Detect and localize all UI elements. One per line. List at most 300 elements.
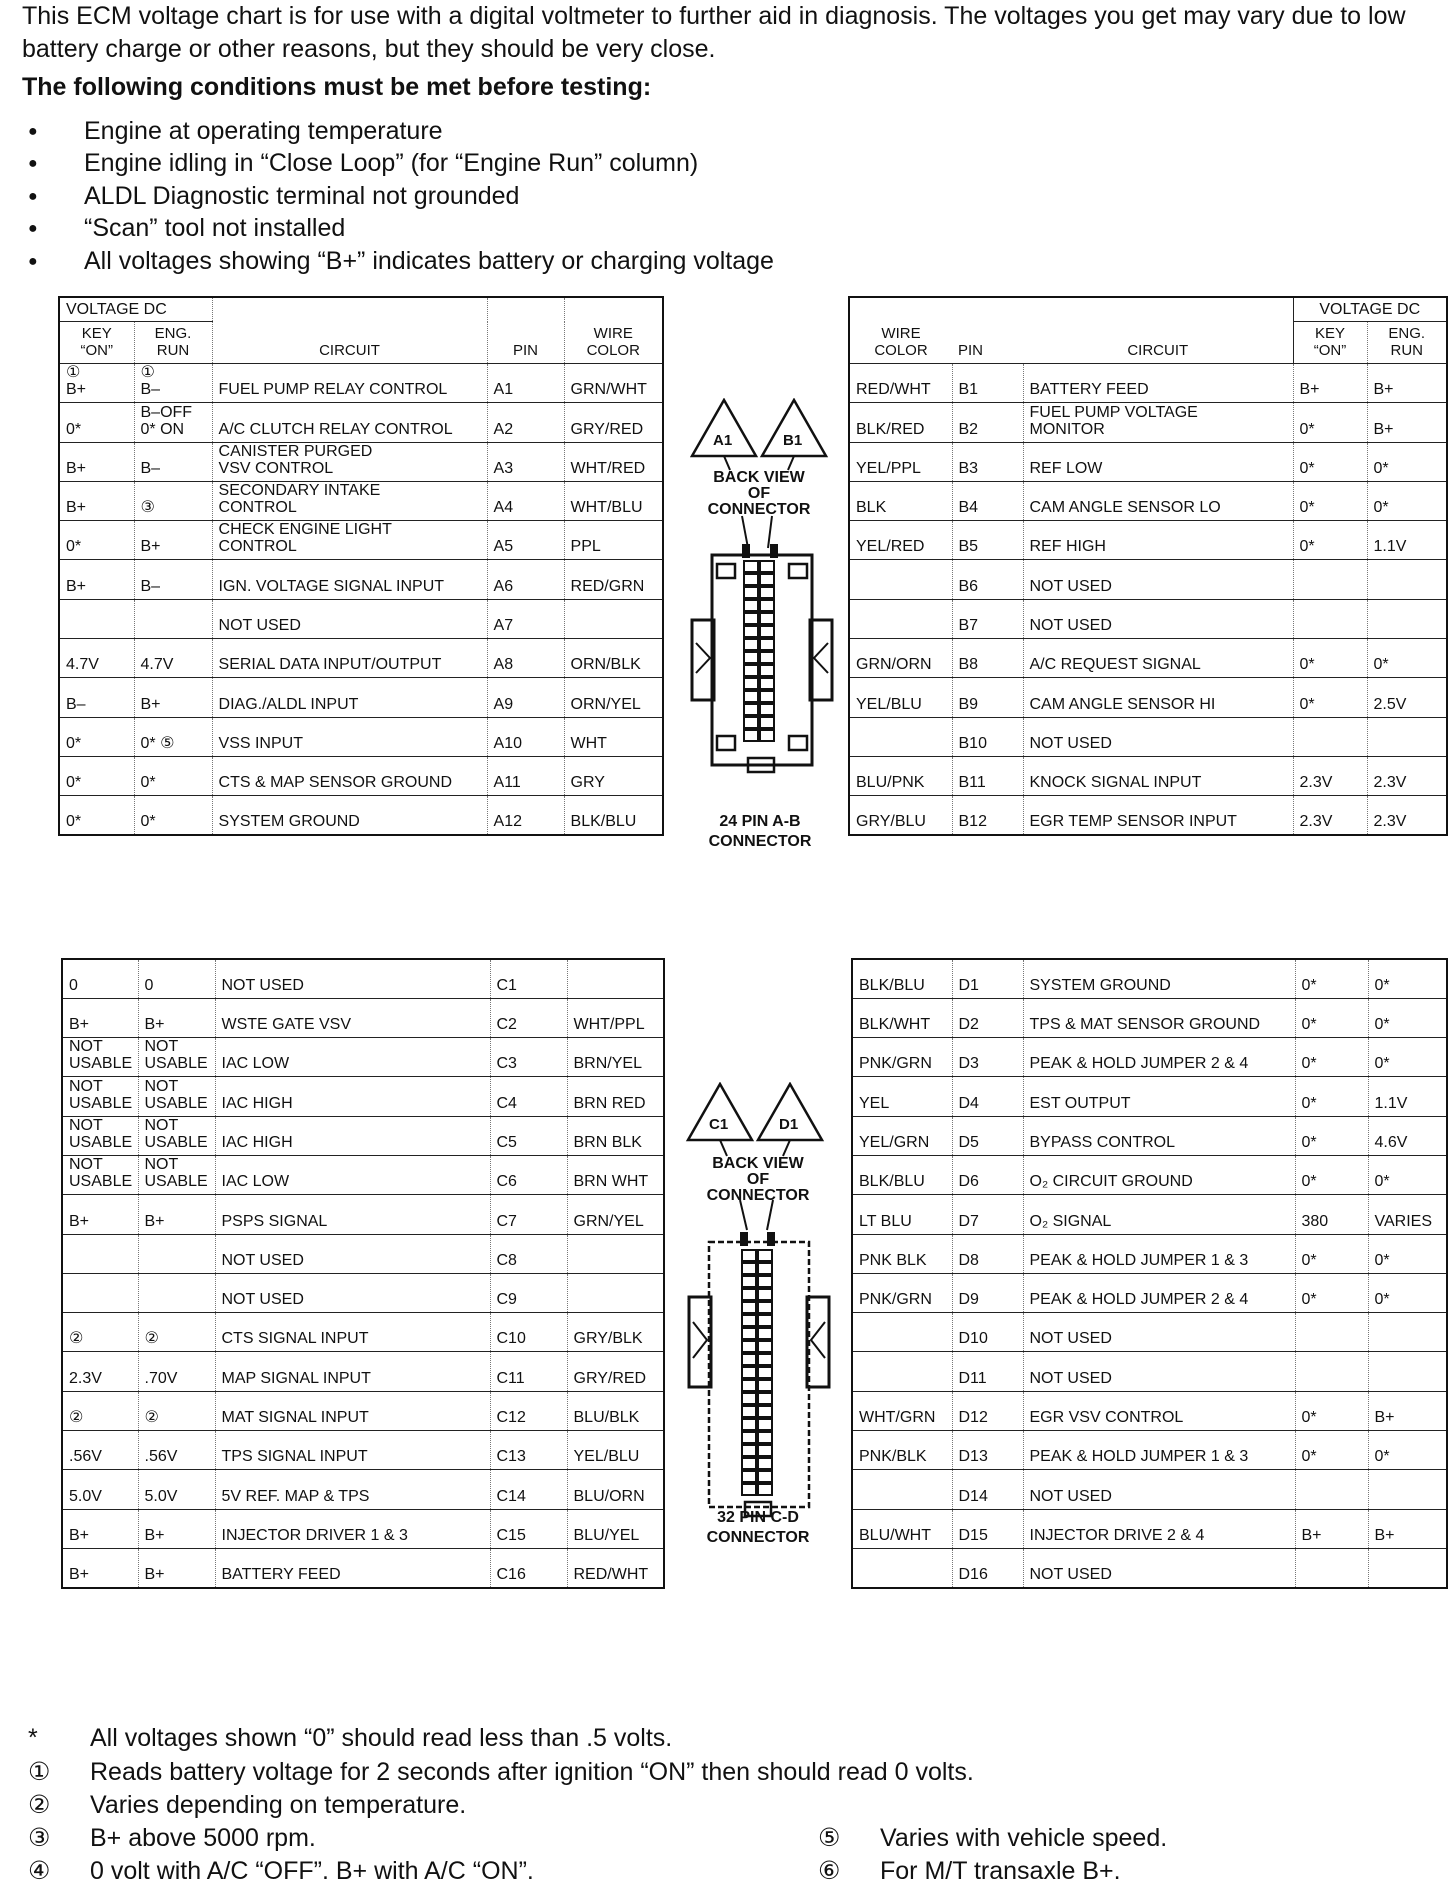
table-row [62,998,664,1037]
cell-run: 0* [1367,639,1447,678]
cell-wire: BRN RED [567,1077,664,1116]
cell-key: B+ [62,1548,138,1587]
cell-key: ① B+ [59,364,134,403]
cell-circuit: PEAK & HOLD JUMPER 2 & 4 [1023,1273,1295,1312]
table-row [59,678,663,717]
cell-wire: WHT/BLU [564,481,663,520]
footnote-text: B+ above 5000 rpm. [90,1824,316,1852]
circuit-header: CIRCUIT [212,297,487,364]
conditions-list [28,115,774,277]
connector-pin [758,1445,772,1456]
cell-pin: D12 [952,1391,1023,1430]
cell-wire: GRY/BLU [849,796,952,835]
table-row [852,998,1447,1037]
footnote-symbol: * [28,1724,38,1752]
cell-run: NOT USABLE [138,1038,215,1077]
connector-cd-title: 32 PIN C-D CONNECTOR [706,1509,810,1546]
wire-color-header: WIRE COLOR [564,297,663,364]
connector-pin [742,1471,756,1482]
cell-circuit: TPS SIGNAL INPUT [215,1431,490,1470]
table-row [849,481,1447,520]
cell-wire: ORN/BLK [564,639,663,678]
table-row [59,481,663,520]
table-row [849,717,1447,756]
connector-pin [744,691,758,702]
cell-wire [852,1313,952,1352]
cell-run: 4.6V [1368,1116,1447,1155]
cell-pin: B9 [952,678,1023,717]
cell-pin: D3 [952,1038,1023,1077]
cell-circuit: PEAK & HOLD JUMPER 1 & 3 [1023,1431,1295,1470]
cell-key: 0* [1295,1038,1368,1077]
cell-key: NOT USABLE [62,1116,138,1155]
table-row [852,1077,1447,1116]
table-row [59,796,663,835]
cell-wire [849,560,952,599]
table-row [849,678,1447,717]
cell-pin: D15 [952,1509,1023,1548]
table-a-body [59,364,663,836]
cell-run: 0* [1368,1431,1447,1470]
connector-c1-label: C1 [709,1116,729,1133]
connector-cd-diagram [685,1082,845,1522]
cell-key: 0 [62,959,138,998]
cell-run: 0* [1368,1273,1447,1312]
connector-pin [760,561,774,572]
table-row [62,1470,664,1509]
footnote [18,1757,974,1787]
cell-circuit: SYSTEM GROUND [212,796,487,835]
connector-pin [758,1328,772,1339]
cell-run: B+ [138,1548,215,1587]
cell-key: 0* [1295,1234,1368,1273]
cell-wire [564,599,663,638]
connector-pin [744,561,758,572]
connector-d1-label: D1 [779,1116,799,1133]
table-row [852,1391,1447,1430]
connector-pin [760,730,774,741]
cell-circuit: A/C REQUEST SIGNAL [1023,639,1293,678]
cell-wire: PNK/GRN [852,1273,952,1312]
table-row [59,560,663,599]
cell-circuit: MAP SIGNAL INPUT [215,1352,490,1391]
cell-pin: B2 [952,403,1023,442]
cell-key: B– [59,678,134,717]
table-d-pins [851,958,1448,1589]
cell-run: B–OFF 0* ON [134,403,212,442]
cell-wire: BLU/BLK [567,1391,664,1430]
cell-key: 0* [1293,481,1367,520]
cell-circuit: IAC LOW [215,1155,490,1194]
footnote-symbol: ⑤ [818,1824,841,1852]
cell-circuit: O₂ CIRCUIT GROUND [1023,1155,1295,1194]
connector-pin [744,639,758,650]
table-row [852,1313,1447,1352]
cell-run: 0* [1368,1155,1447,1194]
connector-pin [744,652,758,663]
cell-pin: D7 [952,1195,1023,1234]
cell-circuit: NOT USED [215,1234,490,1273]
cell-run: B+ [1367,403,1447,442]
connector-pin [742,1406,756,1417]
cell-pin: C2 [490,998,567,1037]
cell-run: NOT USABLE [138,1077,215,1116]
cell-wire: YEL/BLU [567,1431,664,1470]
cell-pin: C3 [490,1038,567,1077]
connector-pin [742,1458,756,1469]
cell-pin: D11 [952,1352,1023,1391]
cell-run: B+ [1367,364,1447,403]
connector-ab-diagram [690,398,840,818]
cell-pin: A11 [487,756,564,795]
condition-item: ● ALDL Diagnostic terminal not grounded [28,180,774,212]
cell-circuit: REF LOW [1023,442,1293,481]
cell-wire: BLU/WHT [852,1509,952,1548]
cell-pin: A1 [487,364,564,403]
table-b-pins [848,296,1448,836]
cell-wire: RED/WHT [849,364,952,403]
connector-pin [744,665,758,676]
table-row [852,1273,1447,1312]
cell-wire: BRN BLK [567,1116,664,1155]
connector-pin [758,1289,772,1300]
cell-pin: A3 [487,442,564,481]
condition-item: ● “Scan” tool not installed [28,212,774,244]
cell-run: 2.3V [1367,756,1447,795]
cell-circuit: INJECTOR DRIVER 1 & 3 [215,1509,490,1548]
connector-pin [742,1289,756,1300]
cell-pin: C1 [490,959,567,998]
cell-key: NOT USABLE [62,1077,138,1116]
connector-pin [758,1458,772,1469]
key-on-header: KEY “ON” [1293,322,1367,364]
cell-key: 0* [1295,959,1368,998]
cell-wire: PNK/GRN [852,1038,952,1077]
cell-run: B+ [138,1195,215,1234]
cell-run: NOT USABLE [138,1155,215,1194]
table-row [59,521,663,560]
cell-run: 0* [1368,1234,1447,1273]
cell-run: B+ [1368,1391,1447,1430]
cell-pin: B3 [952,442,1023,481]
cell-wire: BLK/BLU [852,959,952,998]
cell-circuit: NOT USED [1023,560,1293,599]
connector-ab-drawing [690,398,840,818]
connector-pin [742,1302,756,1313]
connector-pin [758,1367,772,1378]
connector-pin [744,717,758,728]
cell-key: 0* [1293,403,1367,442]
cell-circuit: NOT USED [215,1273,490,1312]
cell-wire: GRN/YEL [567,1195,664,1234]
cell-wire: LT BLU [852,1195,952,1234]
footnote [18,1790,466,1820]
footnote [808,1823,1167,1853]
table-row [62,1273,664,1312]
connector-pin [742,1276,756,1287]
cell-key [59,599,134,638]
connector-pin [760,587,774,598]
table-row [62,1234,664,1273]
cell-key: 0* [59,756,134,795]
cell-pin: D10 [952,1313,1023,1352]
table-row [849,521,1447,560]
cell-pin: D13 [952,1431,1023,1470]
cell-key [1295,1548,1368,1587]
cell-wire: WHT [564,717,663,756]
cell-wire: RED/GRN [564,560,663,599]
footnote [18,1724,672,1753]
cell-wire: RED/WHT [567,1548,664,1587]
cell-circuit: IAC HIGH [215,1077,490,1116]
cell-circuit: 5V REF. MAP & TPS [215,1470,490,1509]
cell-key: 0* [1295,1431,1368,1470]
table-a-pins [58,296,664,836]
table-row [852,959,1447,998]
cell-pin: D4 [952,1077,1023,1116]
connector-pin [758,1380,772,1391]
cell-pin: C13 [490,1431,567,1470]
cell-run: B– [134,560,212,599]
cell-circuit: NOT USED [1023,1313,1295,1352]
footnote-symbol: ④ [28,1857,51,1885]
table-row [849,442,1447,481]
connector-pin [742,1419,756,1430]
cell-pin: B10 [952,717,1023,756]
connector-pin [742,1354,756,1365]
table-row [852,1116,1447,1155]
connector-ab-title: 24 PIN A-B CONNECTOR [708,813,812,850]
connector-pin [758,1432,772,1443]
cell-run [1368,1313,1447,1352]
cell-key: 2.3V [62,1352,138,1391]
cell-wire: PNK BLK [852,1234,952,1273]
cell-run [1367,560,1447,599]
cell-circuit: SERIAL DATA INPUT/OUTPUT [212,639,487,678]
cell-circuit: NOT USED [1023,717,1293,756]
cell-wire: BLK/RED [849,403,952,442]
table-row [59,756,663,795]
cell-run: 5.0V [138,1470,215,1509]
cell-pin: C10 [490,1313,567,1352]
cell-circuit: NOT USED [1023,1548,1295,1587]
footnote-symbol: ① [28,1758,51,1786]
eng-run-header: ENG. RUN [134,322,212,364]
cell-circuit: A/C CLUTCH RELAY CONTROL [212,403,487,442]
table-row [59,717,663,756]
cell-run: 0* [1368,959,1447,998]
cell-key: B+ [59,481,134,520]
connector-pin [744,730,758,741]
connector-pin [744,626,758,637]
cell-pin: A6 [487,560,564,599]
cell-key: .56V [62,1431,138,1470]
cell-run: ① B– [134,364,212,403]
cell-wire: YEL/GRN [852,1116,952,1155]
cell-wire: GRY/RED [564,403,663,442]
table-b-body [849,364,1447,836]
cell-run: 4.7V [134,639,212,678]
table-row [852,1509,1447,1548]
connector-pin [742,1341,756,1352]
connector-pin [758,1263,772,1274]
cell-key [62,1234,138,1273]
connector-pin [758,1341,772,1352]
cell-pin: A5 [487,521,564,560]
table-row [62,1313,664,1352]
cell-circuit: FUEL PUMP RELAY CONTROL [212,364,487,403]
cell-key: 0* [1293,639,1367,678]
connector-pin [744,600,758,611]
cell-run [134,599,212,638]
cell-wire: YEL/PPL [849,442,952,481]
cell-pin: D9 [952,1273,1023,1312]
table-c-pins [61,958,665,1589]
connector-pin [760,639,774,650]
connector-cd-drawing [685,1082,845,1522]
cell-wire: WHT/PPL [567,998,664,1037]
table-row [62,1077,664,1116]
connector-pin [742,1367,756,1378]
cell-pin: A12 [487,796,564,835]
cell-run: 0* [1367,481,1447,520]
cell-pin: B1 [952,364,1023,403]
cell-circuit: CHECK ENGINE LIGHT CONTROL [212,521,487,560]
table-row [59,364,663,403]
footnote-text: For M/T transaxle B+. [880,1857,1121,1885]
cell-circuit: VSS INPUT [212,717,487,756]
connector-pin [744,587,758,598]
cell-key: B+ [59,560,134,599]
connector-pin [744,704,758,715]
cell-circuit: INJECTOR DRIVE 2 & 4 [1023,1509,1295,1548]
cell-circuit: PEAK & HOLD JUMPER 2 & 4 [1023,1038,1295,1077]
cell-pin: B7 [952,599,1023,638]
cell-run: 1.1V [1368,1077,1447,1116]
key-on-header: KEY “ON” [80,325,113,359]
table-row [852,1038,1447,1077]
cell-circuit: MAT SIGNAL INPUT [215,1391,490,1430]
cell-pin: B8 [952,639,1023,678]
cell-run: ③ [134,481,212,520]
table-row [59,442,663,481]
footnote [18,1856,534,1886]
intro-text: This ECM voltage chart is for use with a digital voltmeter to further aid in diagnosis. The voltages you get may vary due to low battery charge or other reasons, but they should be very close. [22,2,1406,63]
cell-run: 0* [134,796,212,835]
cell-key: B+ [62,1509,138,1548]
cell-circuit: BATTERY FEED [215,1548,490,1587]
cell-wire: YEL [852,1077,952,1116]
connector-pin [742,1315,756,1326]
voltage-dc-header: VOLTAGE DC [1293,297,1447,322]
cell-wire: GRY [564,756,663,795]
cell-pin: C14 [490,1470,567,1509]
connector-pin [758,1484,772,1495]
cell-wire [567,959,664,998]
cell-wire: GRY/RED [567,1352,664,1391]
connector-pin [760,678,774,689]
cell-run: VARIES [1368,1195,1447,1234]
connector-pin [744,678,758,689]
connector-pin [742,1484,756,1495]
voltage-dc-header: VOLTAGE DC [59,297,212,322]
cell-run [1368,1352,1447,1391]
cell-circuit: NOT USED [212,599,487,638]
connector-pin [758,1419,772,1430]
connector-pin [742,1432,756,1443]
cell-circuit: NOT USED [1023,1470,1295,1509]
cell-circuit: PEAK & HOLD JUMPER 1 & 3 [1023,1234,1295,1273]
cell-wire: BLU/YEL [567,1509,664,1548]
table-row [62,1155,664,1194]
connector-pin [760,613,774,624]
cell-key [1293,560,1367,599]
cell-pin: C7 [490,1195,567,1234]
cell-pin: B11 [952,756,1023,795]
cell-circuit: CTS & MAP SENSOR GROUND [212,756,487,795]
pin-header: PIN [487,297,564,364]
cell-run: B+ [134,521,212,560]
table-row [62,1391,664,1430]
cell-pin: A4 [487,481,564,520]
connector-pin [744,574,758,585]
cell-key: 0* [1295,1116,1368,1155]
cell-run: ② [138,1391,215,1430]
cell-circuit: EGR VSV CONTROL [1023,1391,1295,1430]
back-view-label: BACK VIEW OF CONNECTOR [707,469,811,518]
cell-run: B+ [138,998,215,1037]
circuit-header: CIRCUIT [1127,342,1189,359]
cell-key: 5.0V [62,1470,138,1509]
cell-key: NOT USABLE [62,1038,138,1077]
footnote-text: Varies with vehicle speed. [880,1824,1168,1852]
connector-pin [742,1393,756,1404]
connector-pin [744,613,758,624]
table-row [849,796,1447,835]
cell-pin: C5 [490,1116,567,1155]
cell-key [1293,717,1367,756]
cell-run: 0* [1368,1038,1447,1077]
cell-pin: D2 [952,998,1023,1037]
table-row [852,1470,1447,1509]
footnote [808,1856,1121,1886]
cell-wire [849,717,952,756]
footnote-text: Varies depending on temperature. [90,1791,467,1819]
cell-wire: PPL [564,521,663,560]
condition-item: ● Engine at operating temperature [28,115,774,147]
connector-pin [742,1250,756,1261]
cell-run: 0* ⑤ [134,717,212,756]
table-row [62,1548,664,1587]
cell-wire: BRN WHT [567,1155,664,1194]
cell-key: 0* [1295,998,1368,1037]
connector-pin [758,1393,772,1404]
cell-pin: C4 [490,1077,567,1116]
cell-circuit: CAM ANGLE SENSOR HI [1023,678,1293,717]
cell-run [138,1234,215,1273]
cell-wire: PNK/BLK [852,1431,952,1470]
table-row [852,1548,1447,1587]
cell-run: 0* [1367,442,1447,481]
wire-color-header: WIRE COLOR [874,325,928,359]
table-row [62,1352,664,1391]
cell-run [1368,1548,1447,1587]
cell-pin: A2 [487,403,564,442]
cell-circuit: TPS & MAT SENSOR GROUND [1023,998,1295,1037]
cell-key: 0* [59,717,134,756]
cell-run: 2.5V [1367,678,1447,717]
cell-key: 0* [59,403,134,442]
